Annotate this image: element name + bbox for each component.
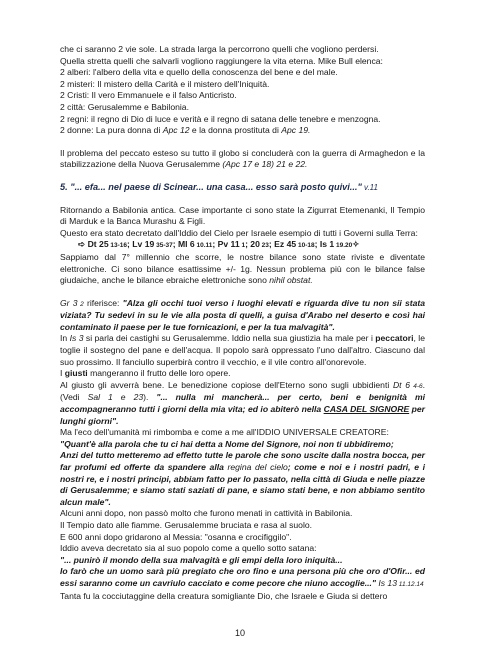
quotation: Anzi del tutto metteremo ad effetto tutte le parole che sono uscite dalla nostra bocca, per far profumi ed offerte da spandere alla (60, 450, 425, 472)
quotation: ; come e noi e i nostri padri, e i nostri re, e i nostri principi, abbiam fatto per lo passato, nella città di Giuda e nelle piazze di Gerusalemme; e siamo stati saziati di pane, e siamo stati bene, e non abbiamo sentito alcun male". (60, 462, 425, 507)
ref-verses: 23 (259, 242, 269, 250)
text-span: e la donna prostituta di (189, 125, 282, 136)
bible-reference: Apc 12 (162, 125, 190, 136)
latin-phrase: nihil obstat. (269, 275, 313, 286)
paragraph-gap (60, 194, 425, 205)
paragraph-gap (60, 287, 425, 298)
paragraph-gap (60, 171, 425, 182)
ref-verses: 19.20 (334, 242, 353, 250)
bible-reference: Is 3 (69, 333, 84, 344)
paragraph-giusti (60, 368, 425, 380)
reference-list (60, 239, 425, 252)
ref: ; Is 1 (314, 239, 335, 250)
bible-reference: Sal 1 e 23 (87, 392, 144, 403)
text-line: 2 Cristi: Il vero Emmanuele e il falso Anticristo. (60, 90, 237, 101)
text-span: , le toglie il sostegno del pane e dell'acqua. Il popolo sarà oppressato l'uno dall'altro. Ciascuno dal suo prossimo. Il fanciullo superbirà contro il vecchio, e il vile contro all'onorevole. (60, 333, 425, 367)
bible-reference: (Apc 17 e 18) 21 e 22. (222, 159, 308, 170)
paragraph-babilonia: Ritornando a Babilonia antica. Case importante ci sono state la Zigurrat Etemenanki, Il Tempio di Marduk e la Banca Murashu & Figli. (60, 204, 425, 227)
heading-text: 5. "... efa... nel paese di Scinear... una casa... esso sarà posto quivi..." (60, 181, 362, 192)
text-span: riferisce: (83, 297, 123, 308)
text-line: E 600 anni dopo gridarono al Messia: "osanna e crocifiggilo". (60, 531, 292, 542)
text-line: Tanta fu la cocciutaggine della creatura somigliante Dio, che Israele e Giuda si dettero (60, 590, 388, 601)
text-span: si parla dei castighi su Gerusalemme. Iddio nella sua giustizia ha male per i (83, 333, 376, 344)
ref-verses: 10-18 (296, 242, 315, 250)
text-line: 2 città: Gerusalemme e Babilonia. (60, 101, 189, 112)
bible-reference: Gr 3 (60, 297, 78, 308)
ref-verses: 11.12.14 (397, 580, 424, 588)
text-line: 2 misteri: Il mistero della Carità e il mistero dell'Iniquità. (60, 78, 270, 89)
quotation-block (60, 450, 425, 508)
quotation-block (60, 566, 425, 590)
ref: ; 20 (245, 239, 260, 250)
text-line (60, 125, 425, 137)
quotation: Io farò che un uomo sarà più pregiato che oro fino e una persona più che oro d'Ofir... ed essi saranno come un cavriulo cacciato e come pecore che niuno accoglie..." (60, 566, 425, 588)
bible-reference: Is 13 (375, 577, 397, 588)
text-line: 2 regni: il regno di Dio di luce e verità e il regno di satana delle tenebre e menzogna. (60, 113, 381, 124)
ref: Dt 25 (87, 239, 109, 250)
text-line: Alcuni anni dopo, non passò molto che furono menati in cattività in Babilonia. (60, 508, 353, 519)
quotation-emphasis: CASA DEL SIGNORE (323, 404, 410, 415)
quotation-phrase: regina del cielo (227, 462, 288, 472)
ref-verses: 10.11 (194, 242, 213, 250)
paragraph-isaia (60, 333, 425, 368)
paragraph-bilance (60, 252, 425, 287)
document-body (60, 44, 425, 602)
ref: ; Lv 19 (127, 239, 155, 250)
ref: ; Ml 6 (172, 239, 195, 250)
bold-word: peccatori (375, 333, 414, 344)
quotation: "... punirò il mondo della sua malvagità e gli empi della loro iniquità... (60, 554, 343, 565)
paragraph-armaghedon (60, 148, 425, 171)
bible-reference: Apc 19. (281, 125, 311, 136)
text-span: Il problema del peccato esteso su tutto il globo si concluderà con la guerra di Armaghedon e la stabilizzazione della Nuova Gerusalemme (60, 147, 425, 170)
text-span: Al giusto gli avverrà bene. Le benedizione copiose dell'Eterno sono sugli ubbidienti (60, 379, 393, 390)
paragraph-eco: Ma l'eco dell'umanità mi rimbomba e come a me all'IDDIO UNIVERSALE CREATORE: (60, 427, 389, 438)
text-line: Iddio aveva decretato sia al suo popolo come a quello sotto satana: (60, 543, 317, 554)
paragraph-benedizione (60, 380, 425, 427)
text-line: 2 alberi: l'albero della vita e quello della conoscenza del bene e del male. (60, 67, 338, 78)
text-span: I (60, 368, 65, 379)
ref: ; Pv 11 (212, 239, 240, 250)
text-span: . (Vedi (60, 379, 426, 403)
ref-verses: 4-6 (410, 382, 423, 390)
arrow-icon: ➪ (78, 239, 88, 250)
quotation: "Alza gli occhi tuoi verso i luoghi elevati e riguarda dive tu non sii stata viziata? Tu sedevi in su le vie alla posta di quelli, a guisa d'Arabo nel deserto e così hai contaminato il paese per le tue fornicazioni, e per la tua malvagità". (60, 297, 426, 332)
ref-verses: 2 (77, 300, 84, 308)
ref: ; Ez 45 (268, 239, 297, 250)
ref-verses: 1 (239, 242, 246, 250)
heading-verse: v.11 (361, 182, 378, 192)
page-number: 10 (234, 628, 245, 638)
text-line: Quella stretta quelli che salvarli vogliono raggiungere la vita eterna. Mike Bull elenca: (60, 55, 383, 66)
text-span: In (60, 333, 70, 344)
ref-verses: 13-16 (108, 242, 128, 250)
paragraph-geremia (60, 298, 425, 334)
paragraph-decreto: Questo era stato decretato dall'Iddio del Cielo per Israele esempio di tutti i Governi sulla Terra: (60, 227, 418, 238)
section-heading (60, 182, 425, 194)
text-line: Il Tempio dato alle fiamme. Gerusalemme bruciata e rasa al suolo. (60, 519, 313, 530)
bible-reference: Dt 6 (392, 379, 411, 390)
ref-verses: 35-37 (154, 242, 173, 250)
quotation: "... nulla mi mancherà... per certo, beni e benignità mi accompagneranno tutti i giorni della mia vita; ed io abiterò nella (60, 392, 425, 415)
bold-word: giusti (64, 368, 88, 379)
text-span: 2 donne: La pura donna di (60, 125, 163, 136)
text-span: ). (143, 392, 157, 403)
paragraph-gap (60, 137, 425, 148)
quotation: "Quant'è alla parola che tu ci hai detta a Nome del Signore, noi non ti ubbidiremo; (60, 438, 394, 449)
diamond-icon: ✧ (352, 239, 360, 250)
text-span: Sappiamo dal 7° millennio che scorre, le nostre bilance sono state riviste e diventate elettroniche. Ci sono bilance esattissime +/- 1g. Nessun problema più con le bilance false giudaiche, anche le bilance ebraiche elettroniche sono (60, 251, 425, 286)
quotation: per lunghi giorni". (60, 404, 425, 426)
text-line: che ci saranno 2 vie sole. La strada larga la percorrono quelli che vogliono perdersi. (60, 44, 379, 54)
text-span: mangeranno il frutto delle loro opere. (87, 368, 231, 379)
